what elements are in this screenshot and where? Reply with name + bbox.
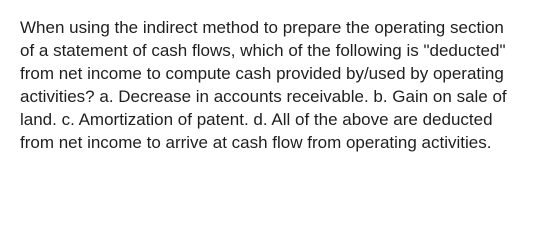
question-line: When using the indirect method to prepare the operating section — [20, 18, 504, 37]
question-line: of a statement of cash flows, which of the following is "deducted" — [20, 41, 506, 60]
question-line: from net income to compute cash provided by/used by operating — [20, 64, 504, 83]
question-line: from net income to arrive at cash flow from operating activities. — [20, 133, 492, 152]
question-text — [20, 16, 554, 154]
question-line: land. c. Amortization of patent. d. All of the above are deducted — [20, 110, 493, 129]
question-line: activities? a. Decrease in accounts receivable. b. Gain on sale of — [20, 87, 507, 106]
